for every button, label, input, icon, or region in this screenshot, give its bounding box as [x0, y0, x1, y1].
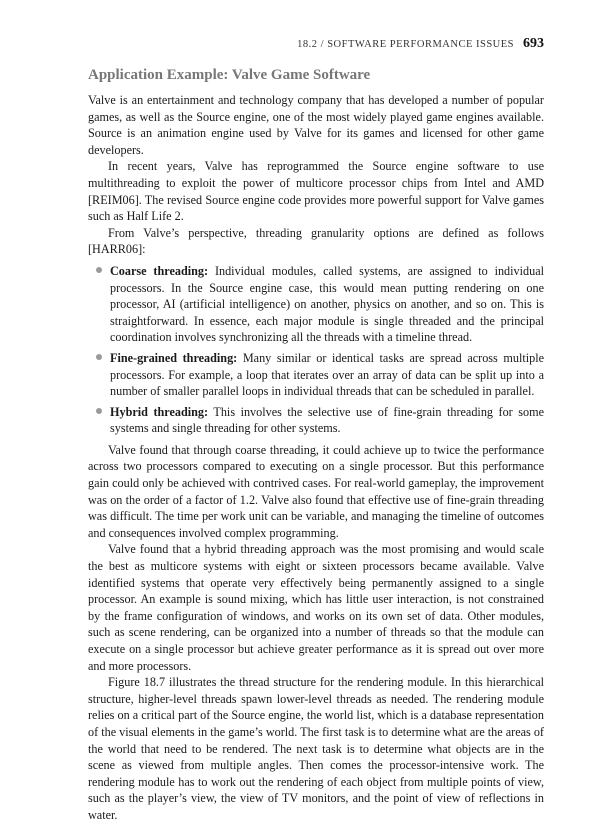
section-title: Application Example: Valve Game Software — [88, 67, 371, 83]
paragraph-body-3: Figure 18.7 illustrates the thread structure for the rendering module. In this hierarchical structure, higher-level threads spawn lower-level threads as needed. The rendering module relies on a critical part of the Source engine, the world list, which is a database representation of the visual elements in the game’s world. The first task is to determine what are the areas of the world that need to be rendered. The next task is to determine what objects are in the scene as viewed from multiple angles. Then comes the processor-intensive work. The rendering module has to work out the rendering of each object from multiple points of view, such as the player’s view, the view of TV monitors, and the point of view of reflections in water. — [88, 675, 544, 822]
paragraph-body-1: Valve found that through coarse threading, it could achieve up to twice the performance across two processors compared to executing on a single processor. But this performance gain could only be achieved with contrived cases. For real-world gameplay, the improvement was on the order of a factor of 1.2. Valve also found that effective use of fine-grain threading was difficult. The time per work unit can be variable, and managing the timeline of outcomes and consequences involved complex programming. — [88, 442, 544, 540]
paragraph-intro-3: From Valve’s perspective, threading granularity options are defined as follows [HARR06]: — [88, 225, 544, 257]
page-number: 693 — [523, 36, 544, 51]
bullet-icon — [96, 267, 102, 273]
bullet-term: Hybrid threading: — [110, 404, 209, 419]
bullet-icon — [96, 408, 102, 414]
bullet-icon — [96, 354, 102, 360]
running-head — [297, 36, 544, 52]
bullet-text: Many similar or identical tasks are spread across multiple processors. For example, a loop that iterates over an array of data can be split up into a number of smaller parallel loops in individual threads that can be scheduled in parallel. — [110, 350, 544, 399]
list-item-hybrid-threading — [110, 404, 544, 437]
bullet-text: Individual modules, called systems, are assigned to individual processors. In the Source engine case, this would mean putting rendering on one processor, AI (artificial intelligence) on another, physics on another, and so on. This is straightforward. In essence, each major module is single threaded and the principal coordination involves synchronizing all the threads with a timeline thread. — [110, 263, 544, 345]
list-item-fine-grained-threading — [110, 350, 544, 400]
bullet-text: This involves the selective use of fine-grain threading for some systems and single threading for other systems. — [110, 404, 544, 436]
bullet-term: Coarse threading: — [110, 263, 209, 278]
paragraph-intro-1: Valve is an entertainment and technology company that has developed a number of popular games, as well as the Source engine, one of the most widely played game engines available. Source is an animation engine used by Valve for its games and licensed for other game developers. — [88, 93, 544, 157]
threading-options-list — [88, 263, 544, 437]
paragraph-intro-2: In recent years, Valve has reprogrammed the Source engine software to use multithreading to exploit the power of multicore processor chips from Intel and AMD [REIM06]. The revised Source engine code provides more powerful support for Valve games such as Half Life 2. — [88, 159, 544, 224]
bullet-term: Fine-grained threading: — [110, 350, 238, 365]
paragraph-body-2: Valve found that a hybrid threading approach was the most promising and would scale the best as multicore systems with eight or sixteen processors became available. Valve identified systems that operate very effectively being permanently assigned to a single processor. An example is sound mixing, which has little user interaction, is not constrained by the frame configuration of windows, and works on its own set of data. Other modules, such as scene rendering, can be organized into a number of threads so that the module can execute on a single processor but achieve greater performance as it is spread out over more and more processors. — [88, 542, 544, 673]
list-item-coarse-threading — [110, 263, 544, 346]
running-title: 18.2 / SOFTWARE PERFORMANCE ISSUES — [297, 39, 514, 50]
page-body — [88, 66, 544, 824]
